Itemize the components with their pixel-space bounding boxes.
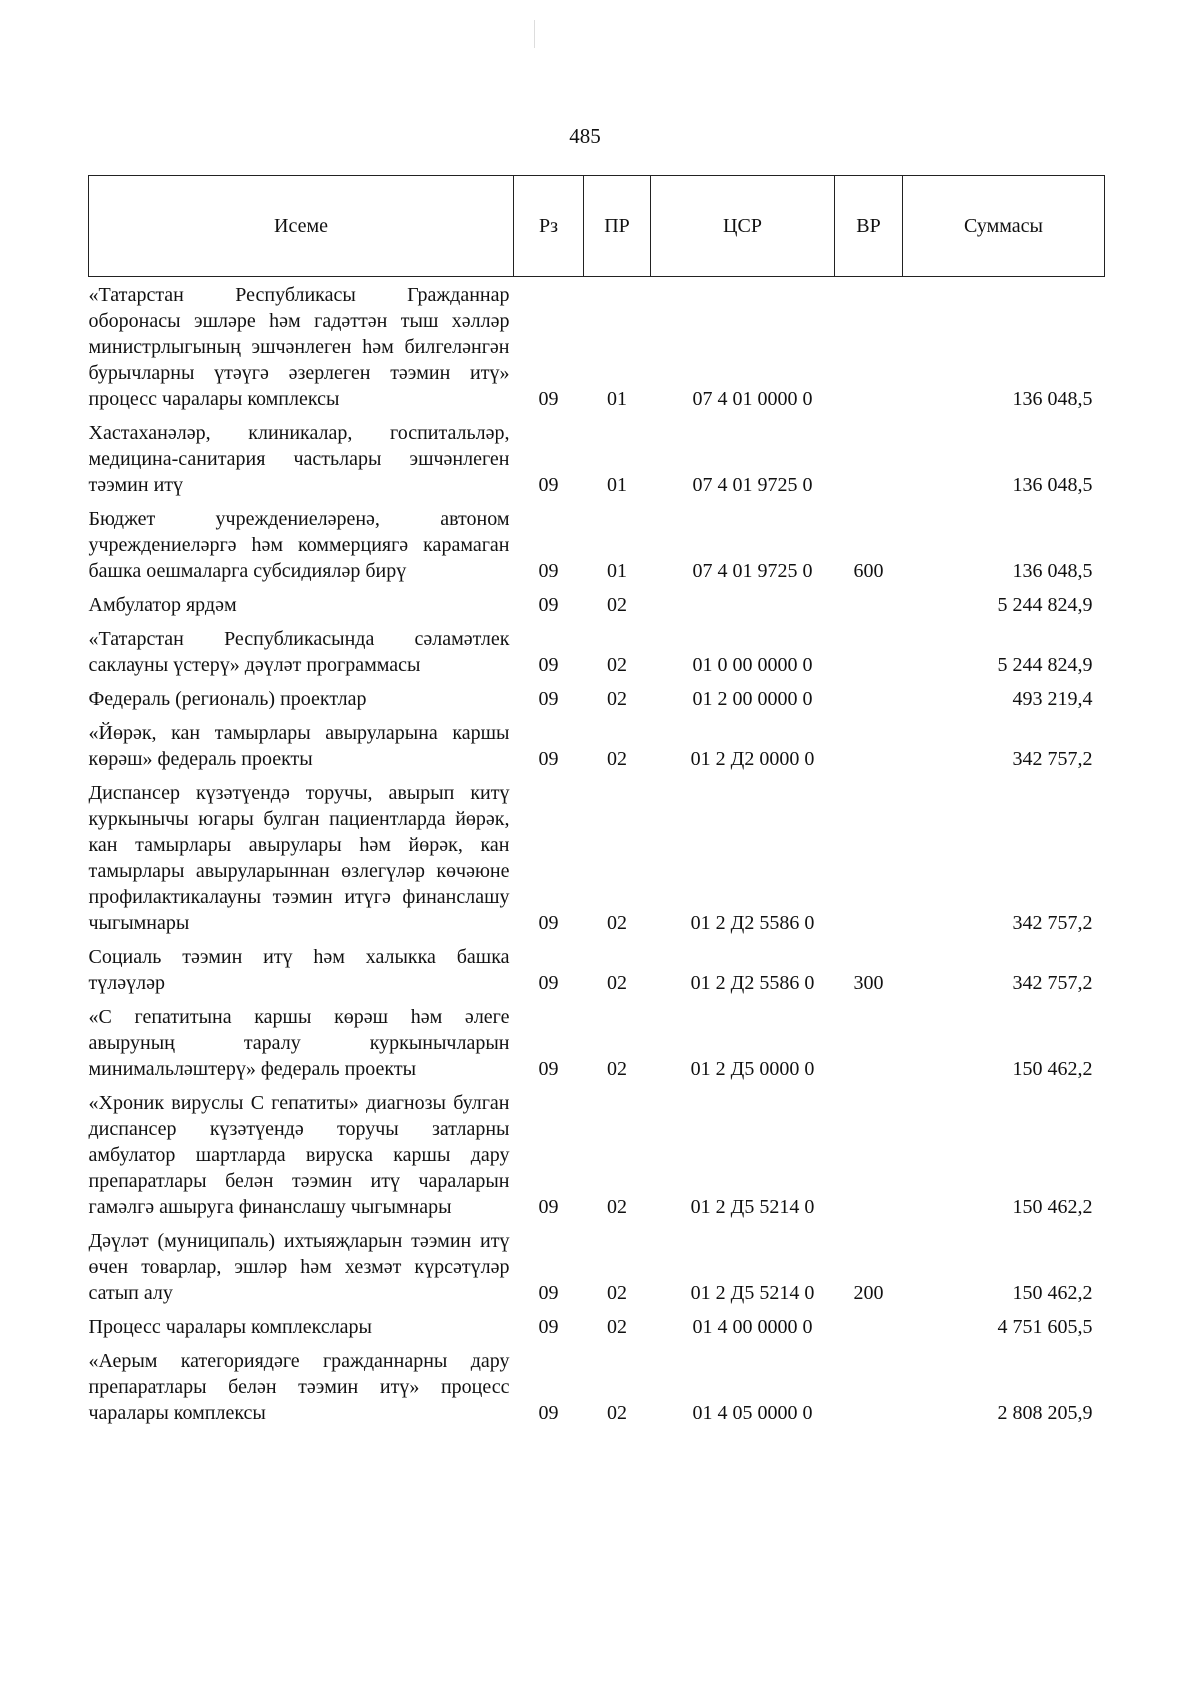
cell-pr: 02 (607, 1058, 627, 1080)
table-body (89, 277, 1105, 1430)
cell-pr: 02 (607, 1402, 627, 1424)
cell-name: Диспансер күзәтүендә торучы, авырып китү куркынычы югары булган пациентларда йөрәк, кан тамырлары авырулары һәм йөрәк, кан тамырлары авыруларыннан өзлегүләр көчәюне профилактикалауны тәэмин итүгә финанслашу чыгымнары (88, 782, 510, 934)
cell-csr (651, 587, 835, 621)
scan-mark (534, 20, 535, 48)
cell-pr: 02 (607, 912, 627, 934)
cell-csr: 01 2 Д5 5214 0 (690, 1196, 815, 1218)
table-row (89, 681, 1105, 715)
cell-pr: 02 (607, 1282, 627, 1304)
cell-name: Дәүләт (муниципаль) ихтыяҗларын тәэмин итү өчен товарлар, эшләр һәм хезмәт күрсәтүләр сатып алу (88, 1230, 510, 1304)
cell-csr: 01 2 Д5 5214 0 (690, 1282, 815, 1304)
cell-vr (835, 415, 903, 501)
table-row (89, 775, 1105, 939)
column-header-name: Исеме (89, 176, 514, 277)
column-header-rz: Рз (514, 176, 584, 277)
table-row (89, 501, 1105, 587)
cell-sum: 342 757,2 (1012, 748, 1093, 770)
cell-sum: 150 462,2 (1012, 1058, 1093, 1080)
cell-pr: 02 (607, 972, 627, 994)
cell-pr: 01 (607, 560, 627, 582)
cell-vr (835, 587, 903, 621)
cell-pr: 01 (607, 388, 627, 410)
table-row (89, 621, 1105, 681)
cell-pr: 02 (607, 1316, 627, 1338)
cell-vr: 300 (853, 972, 884, 994)
cell-name: «Аерым категориядәге гражданнарны дару препаратлары белән тәэмин итү» процесс чаралары комплексы (88, 1350, 510, 1424)
cell-rz: 09 (538, 1282, 559, 1304)
cell-name: «Татарстан Республикасында сәламәтлек саклауны үстерү» дәүләт программасы (88, 628, 510, 676)
cell-sum: 136 048,5 (1012, 474, 1093, 496)
cell-pr: 02 (607, 654, 627, 676)
cell-sum: 493 219,4 (1012, 688, 1093, 710)
cell-pr: 02 (607, 688, 627, 710)
cell-sum: 150 462,2 (1012, 1196, 1093, 1218)
cell-name: «С гепатитына каршы көрәш һәм әлеге авыруның таралу куркынычларын минимальләштерү» федераль проекты (88, 1006, 510, 1080)
cell-rz: 09 (538, 388, 559, 410)
cell-csr: 01 2 Д2 0000 0 (690, 748, 815, 770)
cell-name: Социаль тәэмин итү һәм халыкка башка түләүләр (88, 946, 510, 994)
table-row (89, 999, 1105, 1085)
cell-sum: 5 244 824,9 (997, 654, 1093, 676)
column-header-csr: ЦСР (651, 176, 835, 277)
table-row (89, 277, 1105, 416)
cell-rz: 09 (538, 1058, 559, 1080)
cell-pr: 02 (607, 748, 627, 770)
cell-vr (835, 775, 903, 939)
cell-csr: 07 4 01 9725 0 (692, 474, 813, 496)
cell-vr: 200 (853, 1282, 884, 1304)
column-header-sum: Суммасы (903, 176, 1105, 277)
cell-vr (835, 1085, 903, 1223)
cell-rz: 09 (538, 1316, 559, 1338)
cell-rz: 09 (538, 688, 559, 710)
table-row (89, 415, 1105, 501)
column-header-pr: ПР (584, 176, 651, 277)
cell-vr (835, 1343, 903, 1429)
cell-pr: 01 (607, 474, 627, 496)
cell-sum: 136 048,5 (1012, 388, 1093, 410)
cell-csr: 01 2 00 0000 0 (692, 688, 813, 710)
cell-vr: 600 (853, 560, 884, 582)
cell-rz: 09 (538, 474, 559, 496)
cell-vr (835, 277, 903, 416)
table-row (89, 1085, 1105, 1223)
cell-rz: 09 (538, 1196, 559, 1218)
table-row (89, 587, 1105, 621)
cell-rz: 09 (538, 1402, 559, 1424)
cell-rz: 09 (538, 748, 559, 770)
cell-csr: 07 4 01 9725 0 (692, 560, 813, 582)
cell-csr: 07 4 01 0000 0 (692, 388, 813, 410)
cell-csr: 01 0 00 0000 0 (692, 654, 813, 676)
cell-name: Амбулатор ярдәм (88, 594, 237, 616)
table-row (89, 1223, 1105, 1309)
cell-name: Хастаханәләр, клиникалар, госпитальләр, медицина-санитария частьлары эшчәнлеген тәэмин итү (88, 422, 510, 496)
cell-vr (835, 999, 903, 1085)
cell-csr: 01 2 Д2 5586 0 (690, 912, 815, 934)
cell-vr (835, 621, 903, 681)
cell-sum: 2 808 205,9 (997, 1402, 1093, 1424)
cell-csr: 01 2 Д5 0000 0 (690, 1058, 815, 1080)
cell-vr (835, 1309, 903, 1343)
cell-pr: 02 (607, 594, 627, 616)
cell-csr: 01 4 05 0000 0 (692, 1402, 813, 1424)
cell-pr: 02 (607, 1196, 627, 1218)
cell-vr (835, 681, 903, 715)
cell-csr: 01 2 Д2 5586 0 (690, 972, 815, 994)
cell-name: Процесс чаралары комплекслары (88, 1316, 372, 1338)
cell-sum: 5 244 824,9 (997, 594, 1093, 616)
cell-sum: 342 757,2 (1012, 912, 1093, 934)
cell-rz: 09 (538, 654, 559, 676)
cell-name: «Хроник вируслы С гепатиты» диагнозы булган диспансер күзәтүендә торучы затларны амбулатор шартларда вируска каршы дару препаратлары белән тәэмин итү чараларын гамәлгә ашыруга финанслашу чыгымнары (88, 1092, 510, 1218)
table-header-row (89, 176, 1105, 277)
cell-name: «Йөрәк, кан тамырлары авыруларына каршы көрәш» федераль проекты (88, 722, 510, 770)
table-row (89, 1343, 1105, 1429)
cell-sum: 342 757,2 (1012, 972, 1093, 994)
cell-rz: 09 (538, 972, 559, 994)
column-header-vr: ВР (835, 176, 903, 277)
cell-vr (835, 715, 903, 775)
cell-rz: 09 (538, 594, 559, 616)
cell-sum: 150 462,2 (1012, 1282, 1093, 1304)
cell-sum: 136 048,5 (1012, 560, 1093, 582)
cell-csr: 01 4 00 0000 0 (692, 1316, 813, 1338)
cell-name: Бюджет учреждениеләренә, автоном учреждениеләргә һәм коммерциягә карамаган башка оешмаларга субсидияләр бирү (88, 508, 510, 582)
budget-table (88, 175, 1105, 1429)
cell-name: Федераль (региональ) проектлар (88, 688, 367, 710)
cell-rz: 09 (538, 560, 559, 582)
page-number: 485 (569, 124, 601, 148)
table-row (89, 939, 1105, 999)
table-row (89, 715, 1105, 775)
cell-rz: 09 (538, 912, 559, 934)
cell-sum: 4 751 605,5 (997, 1316, 1093, 1338)
table-row (89, 1309, 1105, 1343)
cell-name: «Татарстан Республикасы Гражданнар оборонасы эшләре һәм гадәттән тыш хәлләр министрлыгының эшчәнлеген һәм билгеләнгән бурычларны үтәүгә әзерлеген тәэмин итү» процесс чаралары комплексы (88, 284, 510, 410)
